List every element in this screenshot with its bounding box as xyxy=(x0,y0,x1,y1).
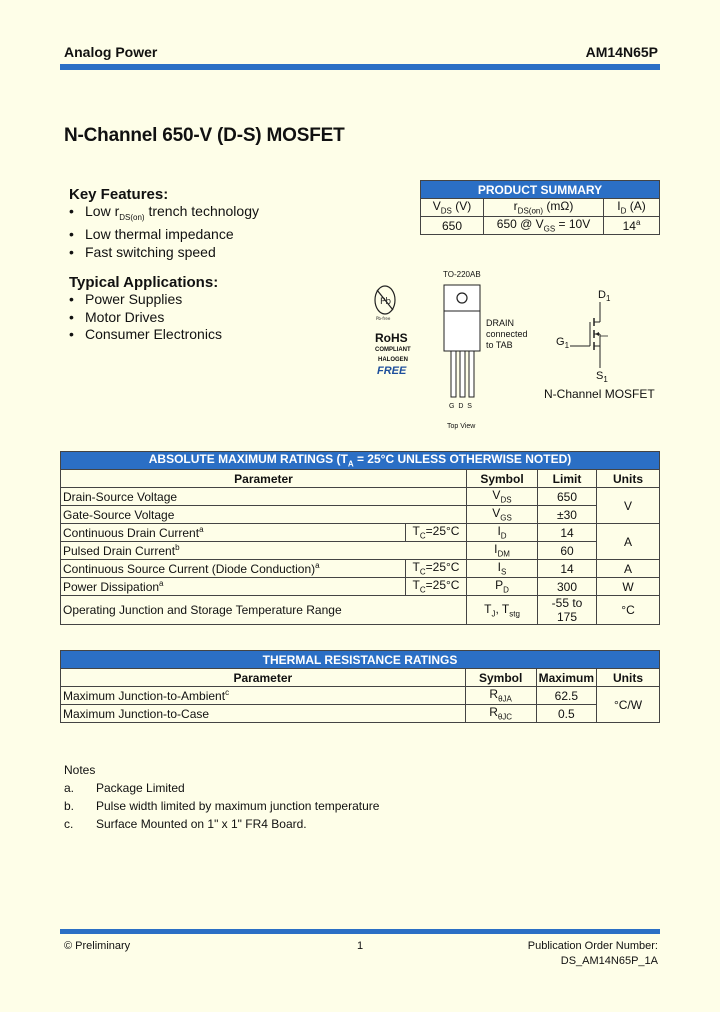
col-id: $I_D$ (A) xyxy=(604,199,660,217)
value-rds: 650 @ $V_{GS} = 10V$ xyxy=(484,217,604,235)
list-item: • Power Supplies xyxy=(69,291,222,309)
header-symbol: Symbol xyxy=(465,669,536,687)
table-row: Continuous Source Current (Diode Conduction)$^a$ $T_C=25^\circ C$ $I_S$ 14 A xyxy=(61,560,660,578)
table-row: Power Dissipation$^a$ $T_C=25^\circ C$ $P_D$ 300 W xyxy=(61,578,660,596)
value-id: 14$^a$ xyxy=(604,217,660,235)
key-features-list xyxy=(69,203,259,261)
thermal-title: THERMAL RESISTANCE RATINGS xyxy=(61,651,660,669)
list-item: • Low $r_{DS(on)}$ trench technology xyxy=(69,203,259,226)
absolute-maximum-ratings-table xyxy=(60,451,660,625)
table-row: Operating Junction and Storage Temperature Range $T_J$, $T_{stg}$ -55 to 175 °C xyxy=(61,596,660,625)
header-parameter: Parameter xyxy=(61,470,467,488)
product-summary-table xyxy=(420,180,660,235)
pb-free-icon xyxy=(374,284,396,322)
table-row: Pulsed Drain Current$^b$ $I_{DM}$ 60 xyxy=(61,542,660,560)
footer-preliminary: © Preliminary xyxy=(64,940,131,952)
notes-list xyxy=(64,779,379,833)
header-units: Units xyxy=(597,669,660,687)
source-pin-label: $S_1$ xyxy=(596,370,608,385)
rohs-compliant: COMPLIANT xyxy=(375,347,411,353)
mosfet-caption: N-Channel MOSFET xyxy=(544,387,655,401)
list-item: a. Package Limited xyxy=(64,781,185,795)
n-channel-mosfet-symbol-icon xyxy=(570,300,610,370)
publication-order-number: DS_AM14N65P_1A xyxy=(560,955,658,967)
page-title: N-Channel 650-V (D-S) MOSFET xyxy=(64,125,345,146)
table-row: Maximum Junction-to-Ambient$^c$ $R_{\theta JA}$ 62.5 °C/W xyxy=(61,687,660,705)
part-number: AM14N65P xyxy=(585,44,658,60)
value-vds: 650 xyxy=(421,217,484,235)
halogen-label: HALOGEN xyxy=(378,357,408,363)
notes-heading: Notes xyxy=(64,763,96,777)
svg-text:Pb: Pb xyxy=(380,297,392,307)
rohs-label: RoHS xyxy=(375,331,408,345)
header-parameter: Parameter xyxy=(61,669,466,687)
package-label: TO-220AB xyxy=(443,270,481,279)
abs-max-title: ABSOLUTE MAXIMUM RATINGS ($T_A = 25^\circ C$ UNLESS OTHERWISE NOTED) xyxy=(61,452,660,470)
free-label: FREE xyxy=(377,365,407,377)
header-limit: Limit xyxy=(538,470,597,488)
typical-applications-heading: Typical Applications: xyxy=(69,274,219,291)
header-symbol: Symbol xyxy=(467,470,538,488)
pin-labels: G D S xyxy=(449,403,472,410)
table-row: Drain-Source Voltage $V_{DS}$ 650 V xyxy=(61,488,660,506)
header-maximum: Maximum xyxy=(536,669,596,687)
key-features-heading: Key Features: xyxy=(69,186,169,203)
list-item: • Low thermal impedance xyxy=(69,226,259,244)
typical-applications-list xyxy=(69,291,222,344)
svg-text:Pb-free: Pb-free xyxy=(376,316,391,321)
footer-rule xyxy=(60,929,660,934)
table-row: Maximum Junction-to-Case $R_{\theta JC}$ 0.5 xyxy=(61,705,660,723)
list-item: b. Pulse width limited by maximum junction temperature xyxy=(64,799,380,813)
col-rds: $r_{DS(on)}$ (mΩ) xyxy=(484,199,604,217)
header-rule xyxy=(60,64,660,70)
to220-package-icon xyxy=(440,283,485,403)
gate-pin-label: $G_1$ xyxy=(556,336,570,351)
company-name: Analog Power xyxy=(64,44,158,60)
table-row: Gate-Source Voltage $V_{GS}$ ±30 xyxy=(61,506,660,524)
list-item: c. Surface Mounted on 1" x 1" FR4 Board. xyxy=(64,817,307,831)
table-row: Continuous Drain Current$^a$ $T_C=25^\circ C$ $I_D$ 14 A xyxy=(61,524,660,542)
product-summary-title: PRODUCT SUMMARY xyxy=(421,181,660,199)
list-item: • Fast switching speed xyxy=(69,244,259,262)
page-number: 1 xyxy=(357,940,364,952)
publication-order-label: Publication Order Number: xyxy=(527,940,658,952)
list-item: • Consumer Electronics xyxy=(69,326,222,344)
col-vds: $V_{DS}$ (V) xyxy=(421,199,484,217)
top-view-label: Top View xyxy=(447,423,476,430)
header-units: Units xyxy=(597,470,660,488)
drain-note: DRAIN connected to TAB xyxy=(486,318,528,350)
thermal-resistance-table xyxy=(60,650,660,723)
list-item: • Motor Drives xyxy=(69,309,222,327)
drain-pin-label: $D_1$ xyxy=(598,289,611,304)
